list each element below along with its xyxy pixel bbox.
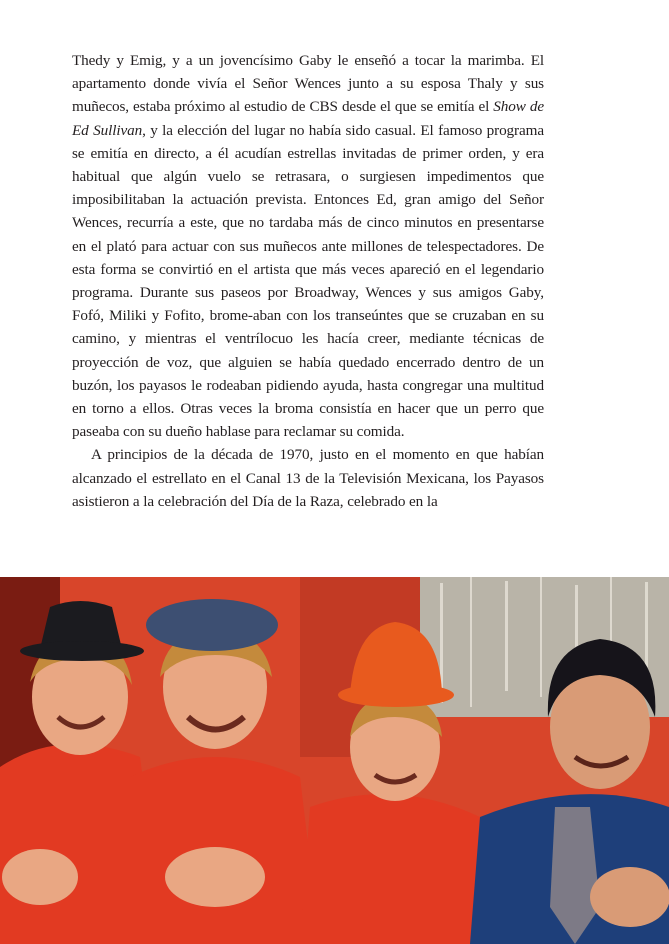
paragraph-1	[72, 49, 544, 443]
clowns-photo	[0, 577, 669, 944]
paragraph-2: A principios de la década de 1970, justo en el momento en que habían alcanzado el estrellato en el Canal 13 de la Televisión Mexicana, los Payasos asistieron a la celebración del Día de la Raza, celebrado en la	[72, 446, 544, 510]
show-title: Show de Ed Sullivan	[72, 98, 544, 139]
article-text	[72, 49, 544, 513]
paragraph-1-end: , y la elección del lugar no había sido casual. El famoso programa se emitía en directo, a él acudían estrellas invitadas de primer orden, y era habitual que algún vuelo se retrasara, o surgiesen impedimentos que imposibilitaban la actuación prevista. Entonces Ed, gran amigo del Señor Wences, recurría a este, que no tardaba más de cinco minutos en presentarse en el plató para actuar con sus muñecos ante millones de telespectadores. De esta forma se convirtió en el artista que más veces apareció en el legendario programa. Durante sus paseos por Broadway, Wences y sus amigos Gaby, Fofó, Miliki y Fofito, brome-aban con los transeúntes que se cruzaban en su camino, y mientras el ventrílocuo les hacía creer, mediante técnicas de proyección de voz, que alguien se había quedado encerrado dentro de un buzón, los payasos le rodeaban pidiendo ayuda, hasta congregar una multitud en torno a ellos. Otras veces la broma consistía en hacer que un perro que paseaba con su dueño hablase para reclamar su comida.	[72, 121, 545, 441]
paragraph-1-start: Thedy y Emig, y a un jovencísimo Gaby le enseñó a tocar la marimba. El apartamento donde vivía el Señor Wences junto a su esposa Thaly y sus muñecos, estaba próximo al estudio de CBS desde el que se emitía el	[72, 52, 544, 116]
